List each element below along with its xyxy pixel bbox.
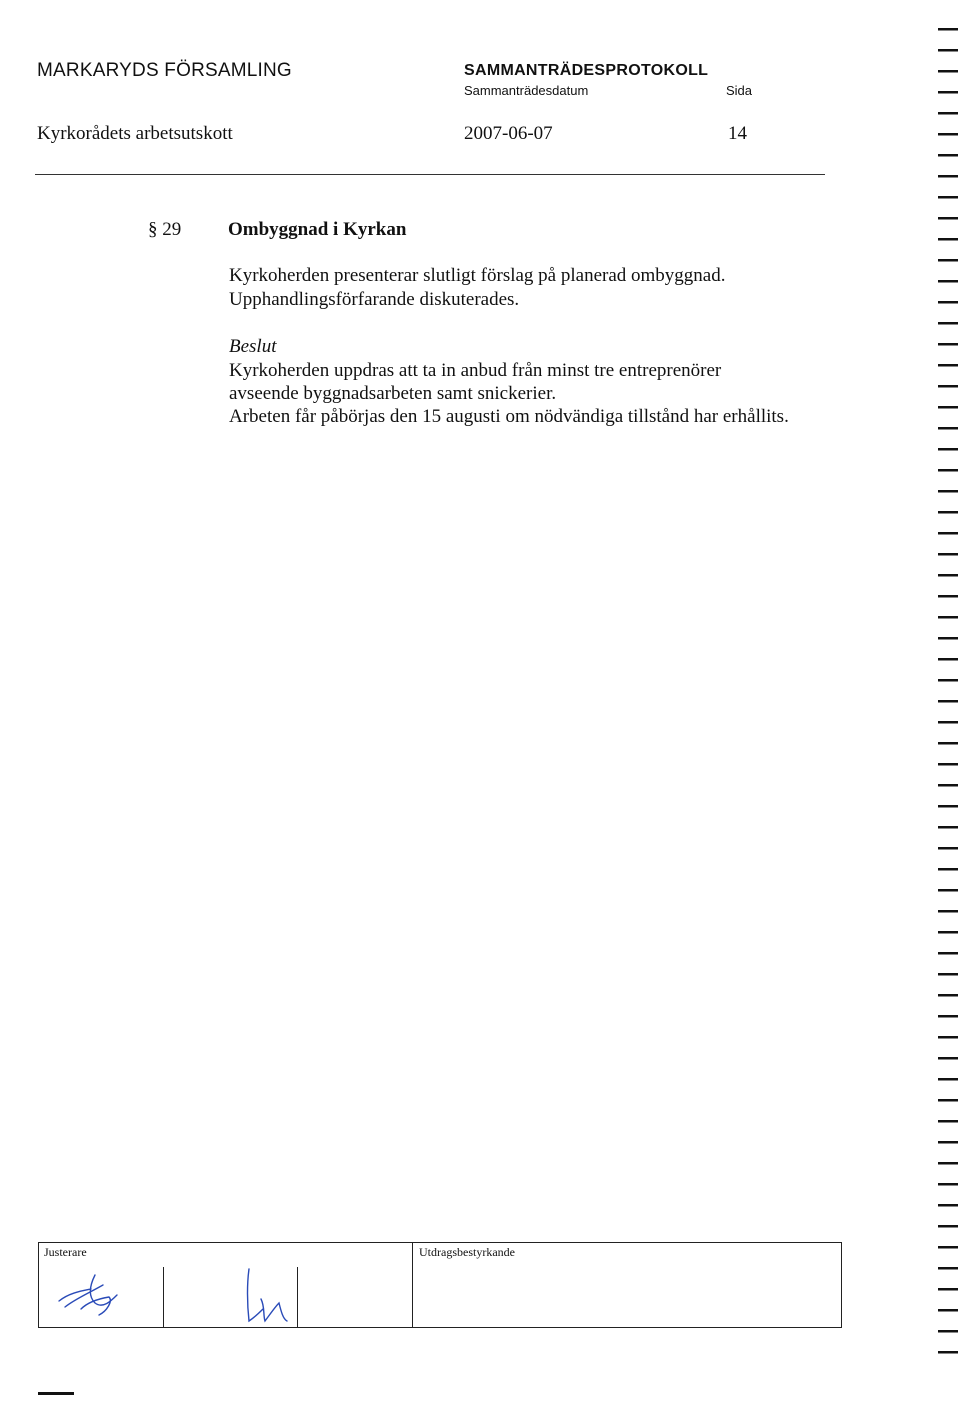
signature-box (38, 1242, 842, 1328)
edge-mark (938, 28, 958, 31)
edge-mark (938, 1141, 958, 1144)
edge-mark (938, 973, 958, 976)
edge-mark (938, 574, 958, 577)
edge-mark (938, 469, 958, 472)
edge-mark (938, 679, 958, 682)
scan-mark (38, 1392, 74, 1395)
edge-mark (938, 322, 958, 325)
edge-mark (938, 280, 958, 283)
section-title: Ombyggnad i Kyrkan (228, 219, 407, 240)
edge-mark (938, 805, 958, 808)
extract-label: Utdragsbestyrkande (419, 1245, 515, 1259)
edge-mark (938, 1099, 958, 1102)
edge-mark (938, 1036, 958, 1039)
edge-mark (938, 763, 958, 766)
edge-mark (938, 238, 958, 241)
edge-mark (938, 259, 958, 262)
edge-mark (938, 196, 958, 199)
date-label: Sammanträdesdatum (464, 83, 589, 98)
edge-mark (938, 553, 958, 556)
edge-mark (938, 1162, 958, 1165)
intro-line: Upphandlingsförfarande diskuterades. (229, 289, 520, 310)
edge-mark (938, 931, 958, 934)
edge-mark (938, 889, 958, 892)
organization-name: MARKARYDS FÖRSAMLING (37, 60, 292, 81)
edge-mark (938, 784, 958, 787)
page-label: Sida (726, 83, 753, 98)
signature-divider (412, 1243, 413, 1327)
edge-mark (938, 1057, 958, 1060)
edge-mark (938, 658, 958, 661)
decision-heading: Beslut (229, 336, 277, 357)
edge-mark (938, 448, 958, 451)
edge-mark (938, 511, 958, 514)
edge-mark (938, 91, 958, 94)
edge-mark (938, 427, 958, 430)
edge-mark (938, 49, 958, 52)
edge-mark (938, 70, 958, 73)
edge-mark (938, 616, 958, 619)
edge-mark (938, 742, 958, 745)
edge-mark (938, 1225, 958, 1228)
edge-mark (938, 847, 958, 850)
edge-mark (938, 301, 958, 304)
edge-mark (938, 1015, 958, 1018)
edge-mark (938, 385, 958, 388)
edge-mark (938, 952, 958, 955)
edge-mark (938, 490, 958, 493)
edge-mark (938, 994, 958, 997)
edge-mark (938, 364, 958, 367)
edge-mark (938, 532, 958, 535)
scan-edge-marks (920, 0, 960, 1408)
edge-mark (938, 1204, 958, 1207)
edge-mark (938, 868, 958, 871)
edge-mark (938, 1183, 958, 1186)
edge-mark (938, 1330, 958, 1333)
document-type: SAMMANTRÄDESPROTOKOLL (464, 62, 709, 79)
signature-2 (239, 1263, 299, 1325)
header-divider (35, 174, 825, 175)
decision-line: Kyrkoherden uppdras att ta in anbud från minst tre entreprenörer (229, 360, 722, 381)
edge-mark (938, 826, 958, 829)
edge-mark (938, 700, 958, 703)
edge-mark (938, 1246, 958, 1249)
page-number: 14 (728, 123, 747, 144)
edge-mark (938, 595, 958, 598)
adjusters-label: Justerare (44, 1245, 87, 1259)
signature-1 (51, 1263, 131, 1323)
edge-mark (938, 1120, 958, 1123)
edge-mark (938, 637, 958, 640)
section-number: § 29 (148, 219, 182, 240)
edge-mark (938, 343, 958, 346)
edge-mark (938, 406, 958, 409)
signature-divider (163, 1267, 164, 1327)
intro-line: Kyrkoherden presenterar slutligt förslag på planerad ombyggnad. (229, 265, 726, 286)
edge-mark (938, 1309, 958, 1312)
edge-mark (938, 1078, 958, 1081)
meeting-date: 2007-06-07 (464, 123, 553, 144)
edge-mark (938, 1351, 958, 1354)
decision-line: avseende byggnadsarbeten samt snickerier. (229, 383, 557, 404)
decision-line: Arbeten får påbörjas den 15 augusti om nödvändiga tillstånd har erhållits. (229, 406, 789, 427)
edge-mark (938, 154, 958, 157)
edge-mark (938, 112, 958, 115)
edge-mark (938, 133, 958, 136)
edge-mark (938, 1288, 958, 1291)
edge-mark (938, 1267, 958, 1270)
edge-mark (938, 175, 958, 178)
committee-name: Kyrkorådets arbetsutskott (37, 123, 233, 144)
edge-mark (938, 910, 958, 913)
edge-mark (938, 217, 958, 220)
edge-mark (938, 721, 958, 724)
